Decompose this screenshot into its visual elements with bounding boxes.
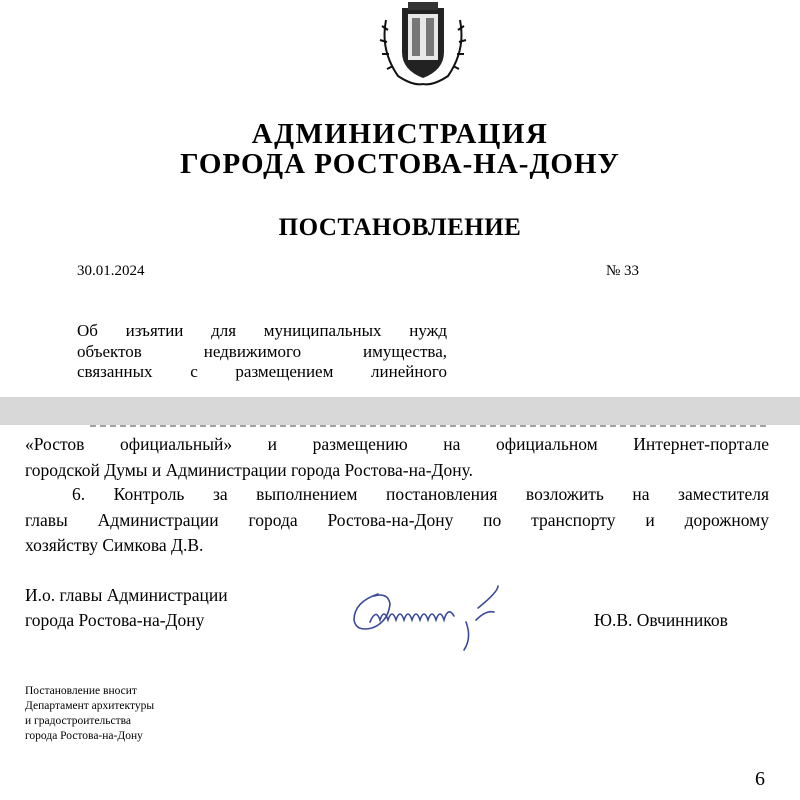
paragraph-line: «Ростов официальный» и размещению на официальном Интернет-портале [25, 434, 769, 454]
subject-line: объектов недвижимого имущества, [77, 341, 447, 361]
signer-title-line1: И.о. главы Администрации [25, 585, 228, 605]
subject-line: связанных с размещением линейного [77, 362, 447, 381]
paragraph-line: главы Администрации города Ростова-на-Дону по транспорту и дорожному [25, 509, 769, 530]
paragraph-6 [25, 482, 769, 559]
clipped-text-strip [0, 425, 800, 431]
org-name-line2: ГОРОДА РОСТОВА-НА-ДОНУ [180, 148, 620, 180]
signer-name: Ю.В. Овчинников [594, 610, 728, 630]
subject-line: Об изъятии для муниципальных нужд [77, 321, 447, 340]
document-type: ПОСТАНОВЛЕНИЕ [278, 214, 522, 241]
footer-line: Постановление вносит [25, 685, 137, 697]
paragraph-5 [25, 432, 769, 483]
footer-line: города Ростова-на-Дону [25, 730, 143, 742]
handwritten-signature-icon [348, 582, 508, 652]
coat-of-arms-icon [378, 0, 468, 86]
paragraph-line: 6. Контроль за выполнением постановления возложить на заместителя [72, 484, 769, 504]
page-divider [0, 397, 800, 425]
footer-line: и градостроительства [25, 715, 132, 727]
paragraph-line: хозяйству Симкова Д.В. [25, 535, 204, 555]
paragraph-line: городской Думы и Администрации города Ростова-на-Дону. [25, 459, 473, 480]
signer-title-line2: города Ростова-на-Дону [25, 610, 205, 630]
document-date: 30.01.2024 [77, 263, 145, 279]
footer-line: Департамент архитектуры [25, 700, 155, 712]
document-number: № 33 [606, 263, 640, 279]
document-subject [77, 321, 447, 383]
page-number: 6 [755, 768, 765, 790]
org-name-line1: АДМИНИСТРАЦИЯ [251, 118, 549, 150]
